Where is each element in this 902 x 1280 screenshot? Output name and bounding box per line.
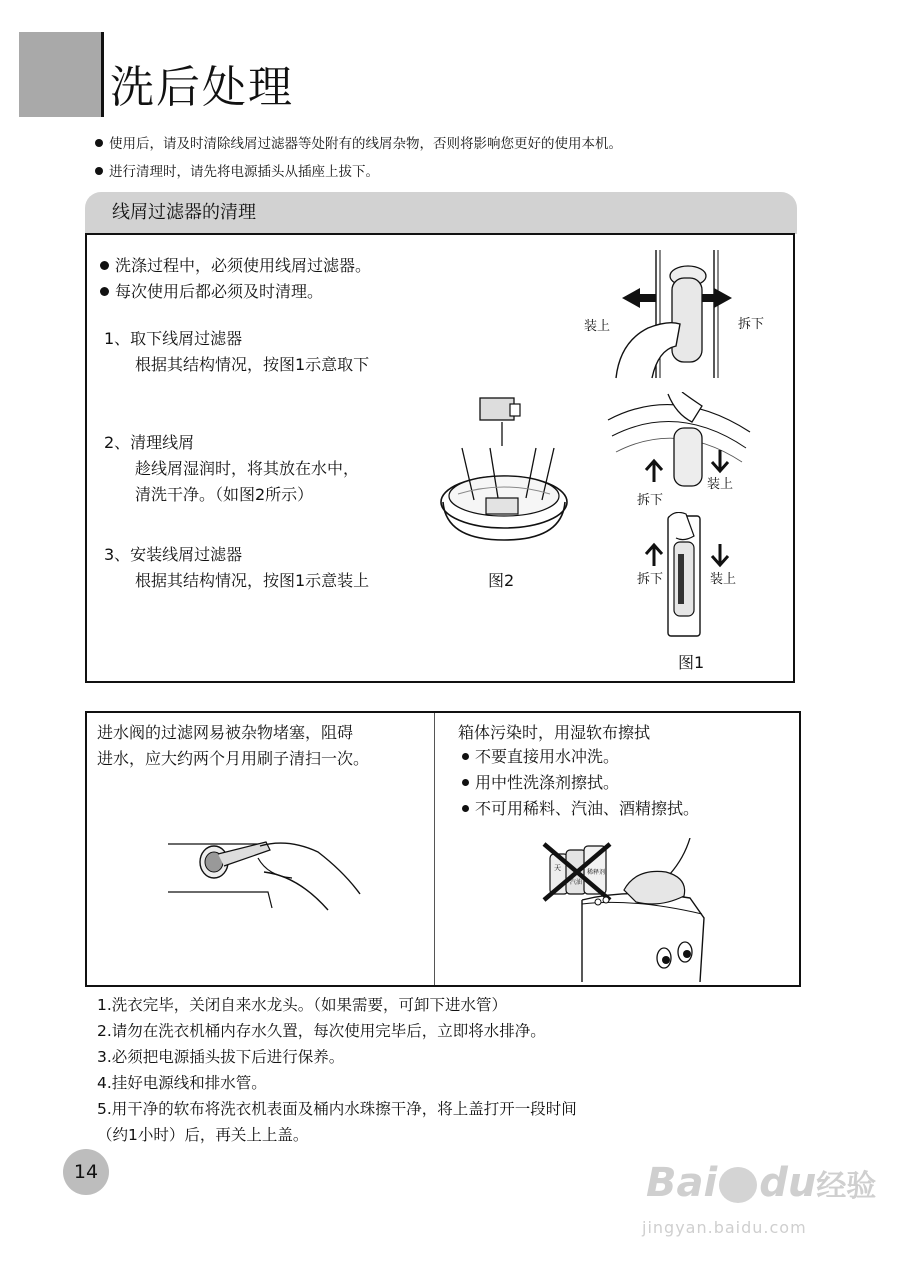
inlet-text-1: 进水阀的过滤网易被杂物堵塞，阻碍 (97, 723, 354, 742)
fig1-top-install-label: 装上 (584, 319, 611, 334)
basin-illustration (438, 390, 570, 550)
remove-up-arrow-icon (644, 458, 664, 484)
cabinet-heading: 箱体污染时，用湿软布擦拭 (458, 723, 651, 742)
cabinet-bullet-3: 不可用稀料、汽油、酒精擦拭。 (462, 796, 699, 822)
filter-slot-illustration (664, 512, 704, 640)
box-divider (434, 713, 435, 985)
bullet-icon (100, 287, 109, 296)
bullet-icon (462, 753, 469, 760)
final-step-3: 3.必须把电源插头拔下后进行保养。 (97, 1048, 345, 1066)
remove-up-arrow-icon (644, 542, 664, 568)
filter-bullet-1: 洗涤过程中，必须使用线屑过滤器。 (100, 253, 371, 279)
fig1-top-remove-label: 拆下 (738, 317, 765, 332)
filter-bullet-2: 每次使用后都必须及时清理。 (100, 279, 323, 305)
watermark-logo: Bai du经验 (646, 1160, 877, 1206)
final-step-5: 5.用干净的软布将洗衣机表面及桶内水珠擦干净，将上盖打开一段时间 (97, 1100, 577, 1118)
watermark-url: jingyan.baidu.com (642, 1218, 807, 1237)
intro-bullet-1: 使用后，请及时清除线屑过滤器等处附有的线屑杂物，否则将影响您更好的使用本机。 (95, 134, 622, 154)
step-2-text-2: 清洗干净。（如图2所示） (135, 485, 314, 504)
filter-handle-illustration (596, 250, 746, 382)
fig1-mid-remove-label: 拆下 (637, 493, 664, 508)
bottle-label-2: 稀释剂 (587, 869, 606, 876)
install-down-arrow-icon (710, 542, 730, 568)
fig1-label: 图1 (678, 653, 705, 672)
step-1-heading: 1、取下线屑过滤器 (104, 329, 243, 348)
fig2-label: 图2 (488, 571, 515, 590)
bullet-icon (462, 779, 469, 786)
final-step-1: 1.洗衣完毕，关闭自来水龙头。（如果需要，可卸下进水管） (97, 996, 508, 1014)
cabinet-bullet-2: 用中性洗涤剂擦拭。 (462, 770, 619, 796)
step-2-heading: 2、清理线屑 (104, 433, 195, 452)
step-1-text: 根据其结构情况，按图1示意取下 (135, 355, 370, 374)
inlet-brush-illustration (168, 832, 364, 924)
install-down-arrow-icon (710, 448, 730, 474)
cabinet-bullet-1: 不要直接用水冲洗。 (462, 744, 619, 770)
fig1-mid-install-label: 装上 (707, 477, 734, 492)
inlet-text-2: 进水，应大约两个月用刷子清扫一次。 (97, 749, 370, 768)
bullet-icon (462, 805, 469, 812)
bullet-icon (100, 261, 109, 270)
bottle-label-3: 汽油 (570, 879, 583, 886)
final-step-4: 4.挂好电源线和排水管。 (97, 1074, 267, 1092)
step-2-text-1: 趁线屑湿润时，将其放在水中， (135, 459, 360, 478)
bottle-label-1: 天 (554, 864, 561, 872)
final-step-5-continued: （约1小时）后，再关上上盖。 (97, 1126, 309, 1144)
page-title: 洗后处理 (110, 62, 294, 113)
fig1-bottom-install-label: 装上 (710, 572, 737, 587)
cabinet-cleaning-illustration (540, 838, 720, 982)
bullet-icon (95, 139, 103, 147)
fig1-bottom-remove-label: 拆下 (637, 572, 664, 587)
step-3-text: 根据其结构情况，按图1示意装上 (135, 571, 370, 590)
title-divider (101, 32, 104, 117)
section-title: 线屑过滤器的清理 (112, 202, 256, 223)
bullet-icon (95, 167, 103, 175)
header-gray-block (19, 32, 101, 117)
page-number: 14 (63, 1149, 109, 1195)
intro-bullet-2: 进行清理时，请先将电源插头从插座上拔下。 (95, 162, 379, 182)
paw-icon (719, 1167, 757, 1203)
step-3-heading: 3、安装线屑过滤器 (104, 545, 243, 564)
final-step-2: 2.请勿在洗衣机桶内存水久置，每次使用完毕后，立即将水排净。 (97, 1022, 546, 1040)
